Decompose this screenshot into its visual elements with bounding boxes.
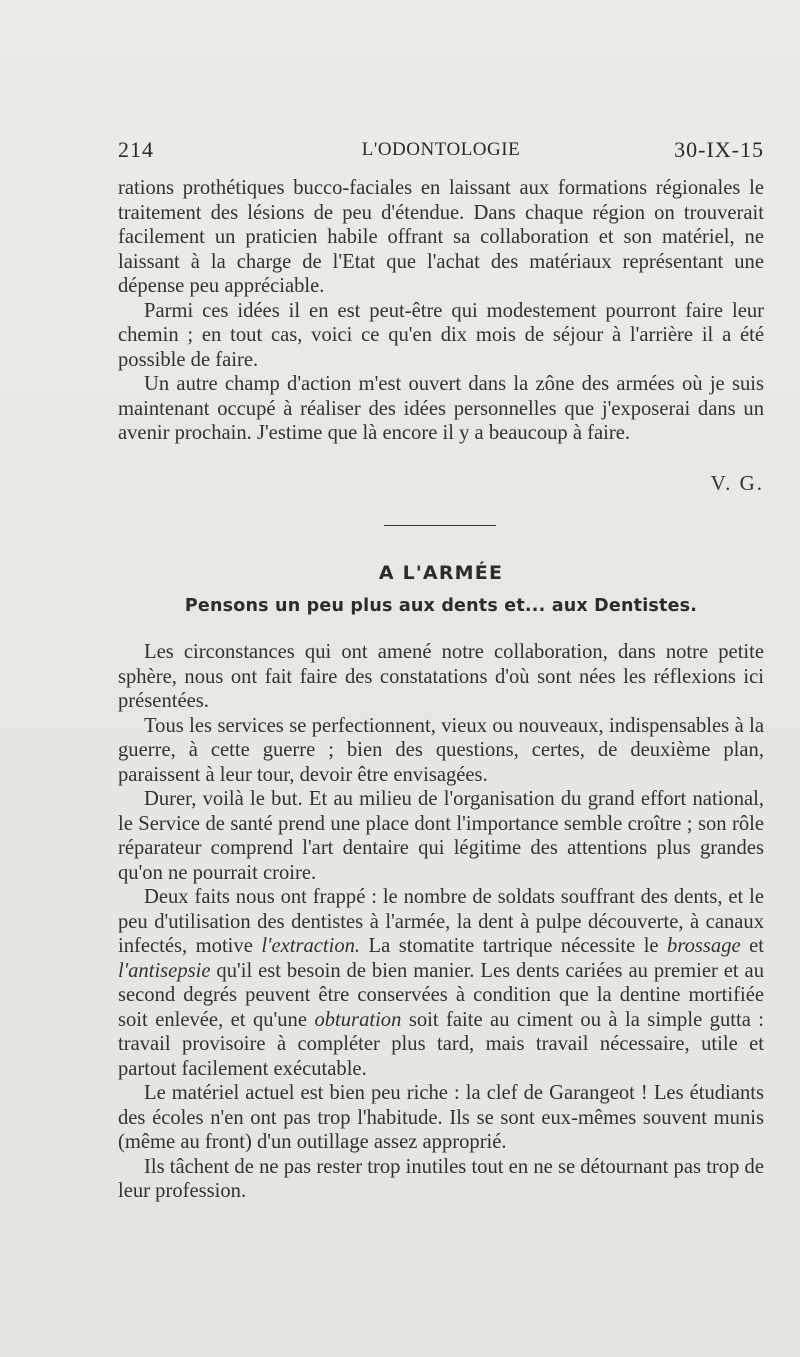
- paragraph: Parmi ces idées il en est peut-être qui modestement pourront faire leur chemin ; en tout cas, voici ce qu'en dix mois de séjour à l'arrière il a été possible de faire.: [118, 299, 764, 371]
- text-run: Deux faits nous ont frappé : le nombre de soldats souffrant des dents, et le peu d'utilisation des dentistes à l'armée, la dent à pulpe découverte, à canaux infectés, motive: [118, 886, 764, 957]
- text-run: qu'il est besoin de bien manier. Les dents cariées au premier et au second degrés peuvent être conservées à condition que la dentine mortifiée soit enlevée, et qu'une: [118, 959, 764, 1031]
- text-run: soit faite au ciment ou à la simple gutta : travail provisoire à compléter plus tard, mais travail nécessaire, utile et partout facilement exécutable.: [118, 1008, 764, 1080]
- page-number: 214: [118, 137, 154, 162]
- italic-term: l'antisepsie: [118, 959, 211, 982]
- issue-date: 30-IX-15: [674, 137, 764, 162]
- section-title: A L'ARMÉE: [378, 562, 504, 584]
- article-body: [118, 640, 764, 1204]
- article-title: Pensons un peu plus aux dents et... aux Dentistes.: [184, 596, 698, 616]
- running-header: [118, 137, 764, 167]
- italic-term: l'extraction.: [261, 935, 361, 957]
- paragraph: Les circonstances qui ont amené notre collaboration, dans notre petite sphère, nous ont fait faire des constatations d'où sont nées les réflexions ici présentées.: [118, 641, 764, 712]
- paragraph: Tous les services se perfectionnent, vieux ou nouveaux, indispensables à la guerre, à cette guerre ; bien des questions, certes, de deuxième plan, paraissent à leur tour, devoir être envisagées.: [118, 714, 764, 786]
- paragraph: [118, 885, 764, 1081]
- italic-term: obturation: [314, 1008, 402, 1031]
- previous-article-end: [118, 176, 764, 446]
- text-run: et: [740, 935, 764, 957]
- paragraph: Un autre champ d'action m'est ouvert dans la zône des armées où je suis maintenant occupé à réaliser des idées personnelles que j'exposerai dans un avenir prochain. J'estime que là encore il y a beaucoup à faire.: [118, 373, 764, 444]
- author-signature: V. G.: [710, 471, 764, 495]
- paragraph: Le matériel actuel est bien peu riche : la clef de Garangeot ! Les étudiants des écoles n'en ont pas trop l'habitude. Ils se sont eux-mêmes souvent munis (même au front) d'un outillage assez approprié.: [118, 1082, 764, 1153]
- paragraph: rations prothétiques bucco-faciales en laissant aux formations régionales le traitement des lésions de peu d'étendue. Dans chaque région on trouverait facilement un praticien habile offrant sa collaboration et son matériel, ne laissant à la charge de l'Etat que l'achat des matériaux représentant une dépense peu appréciable.: [118, 177, 764, 297]
- paragraph: Ils tâchent de ne pas rester trop inutiles tout en ne se détournant pas trop de leur profession.: [118, 1155, 764, 1202]
- italic-term: brossage: [667, 935, 741, 957]
- journal-title: L'ODONTOLOGIE: [361, 139, 521, 160]
- paragraph: Durer, voilà le but. Et au milieu de l'organisation du grand effort national, le Service de santé prend une place dont l'importance semble croître ; son rôle réparateur comprend l'art dentaire qui légitime des attentions plus grandes qu'on ne pourrait croire.: [118, 788, 764, 884]
- text-run: La stomatite tartrique nécessite le: [360, 935, 668, 957]
- section-divider: [384, 525, 496, 526]
